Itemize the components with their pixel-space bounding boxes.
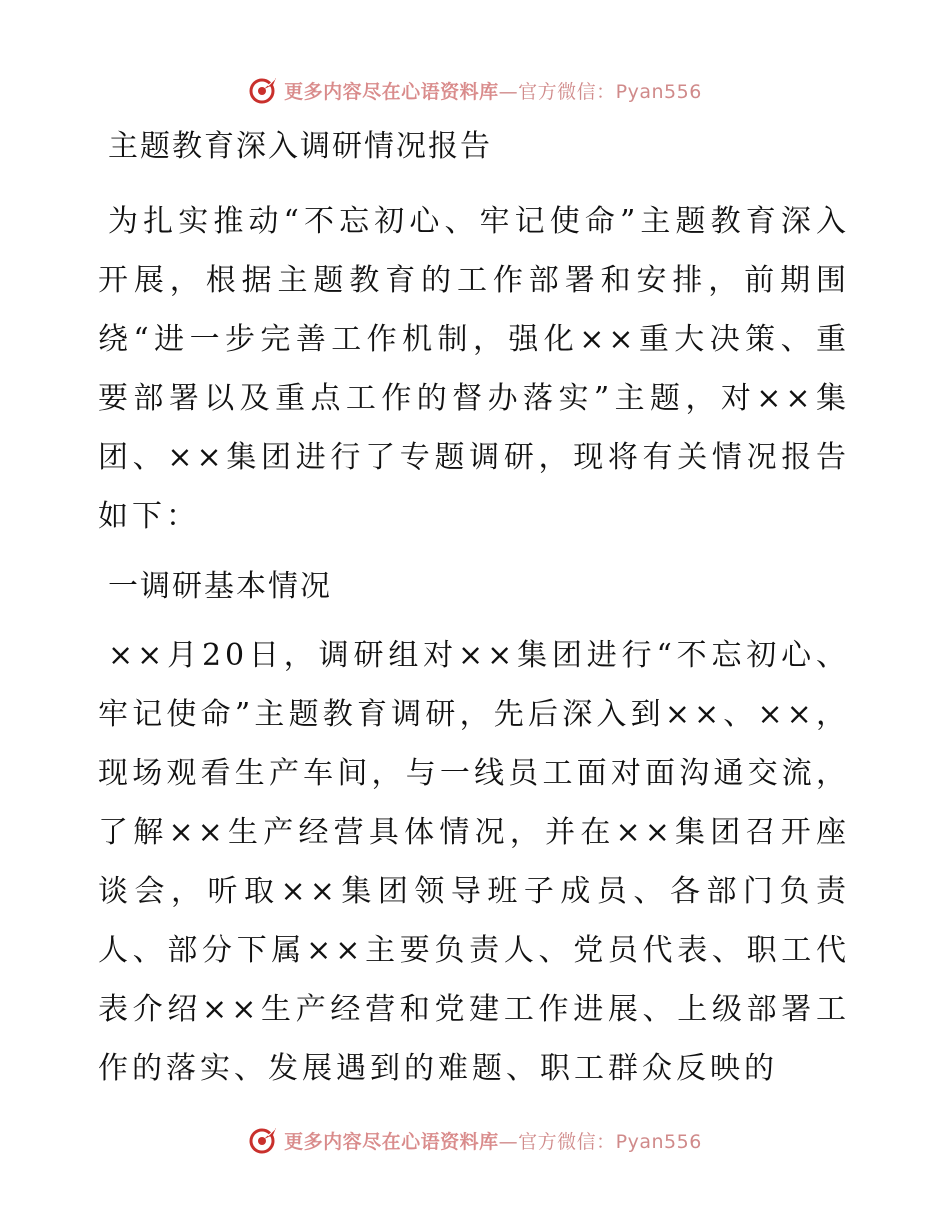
header-watermark-text (284, 77, 702, 104)
footer-watermark-sub: —官方微信：Pyan556 (498, 1130, 702, 1153)
footer-watermark-text (284, 1127, 702, 1154)
footer-watermark-banner (0, 1120, 950, 1160)
quill-logo-icon (248, 1125, 278, 1155)
header-watermark-sub: —官方微信：Pyan556 (498, 80, 702, 103)
footer-watermark-main: 更多内容尽在心语资料库 (284, 1130, 499, 1153)
quill-logo-icon (248, 75, 278, 105)
section-heading: 一调研基本情况 (108, 569, 332, 604)
document-title: 主题教育深入调研情况报告 (108, 129, 492, 164)
header-watermark-main: 更多内容尽在心语资料库 (284, 80, 499, 103)
intro-paragraph: 为扎实推动“不忘初心、牢记使命”主题教育深入开展，根据主题教育的工作部署和安排，前期围绕“进一步完善工作机制，强化××重大决策、重要部署以及重点工作的督办落实”主题，对××集团、××集团进行了专题调研，现将有关情况报告如下： (98, 204, 850, 534)
document-body (98, 120, 850, 1098)
header-watermark-banner (0, 70, 950, 110)
section-paragraph: ××月20日，调研组对××集团进行“不忘初心、牢记使命”主题教育调研，先后深入到××、××，现场观看生产车间，与一线员工面对面沟通交流，了解××生产经营具体情况，并在××集团召开座谈会，听取××集团领导班子成员、各部门负责人、部分下属××主要负责人、党员代表、职工代表介绍××生产经营和党建工作进展、上级部署工作的落实、发展遇到的难题、职工群众反映的 (98, 638, 850, 1086)
